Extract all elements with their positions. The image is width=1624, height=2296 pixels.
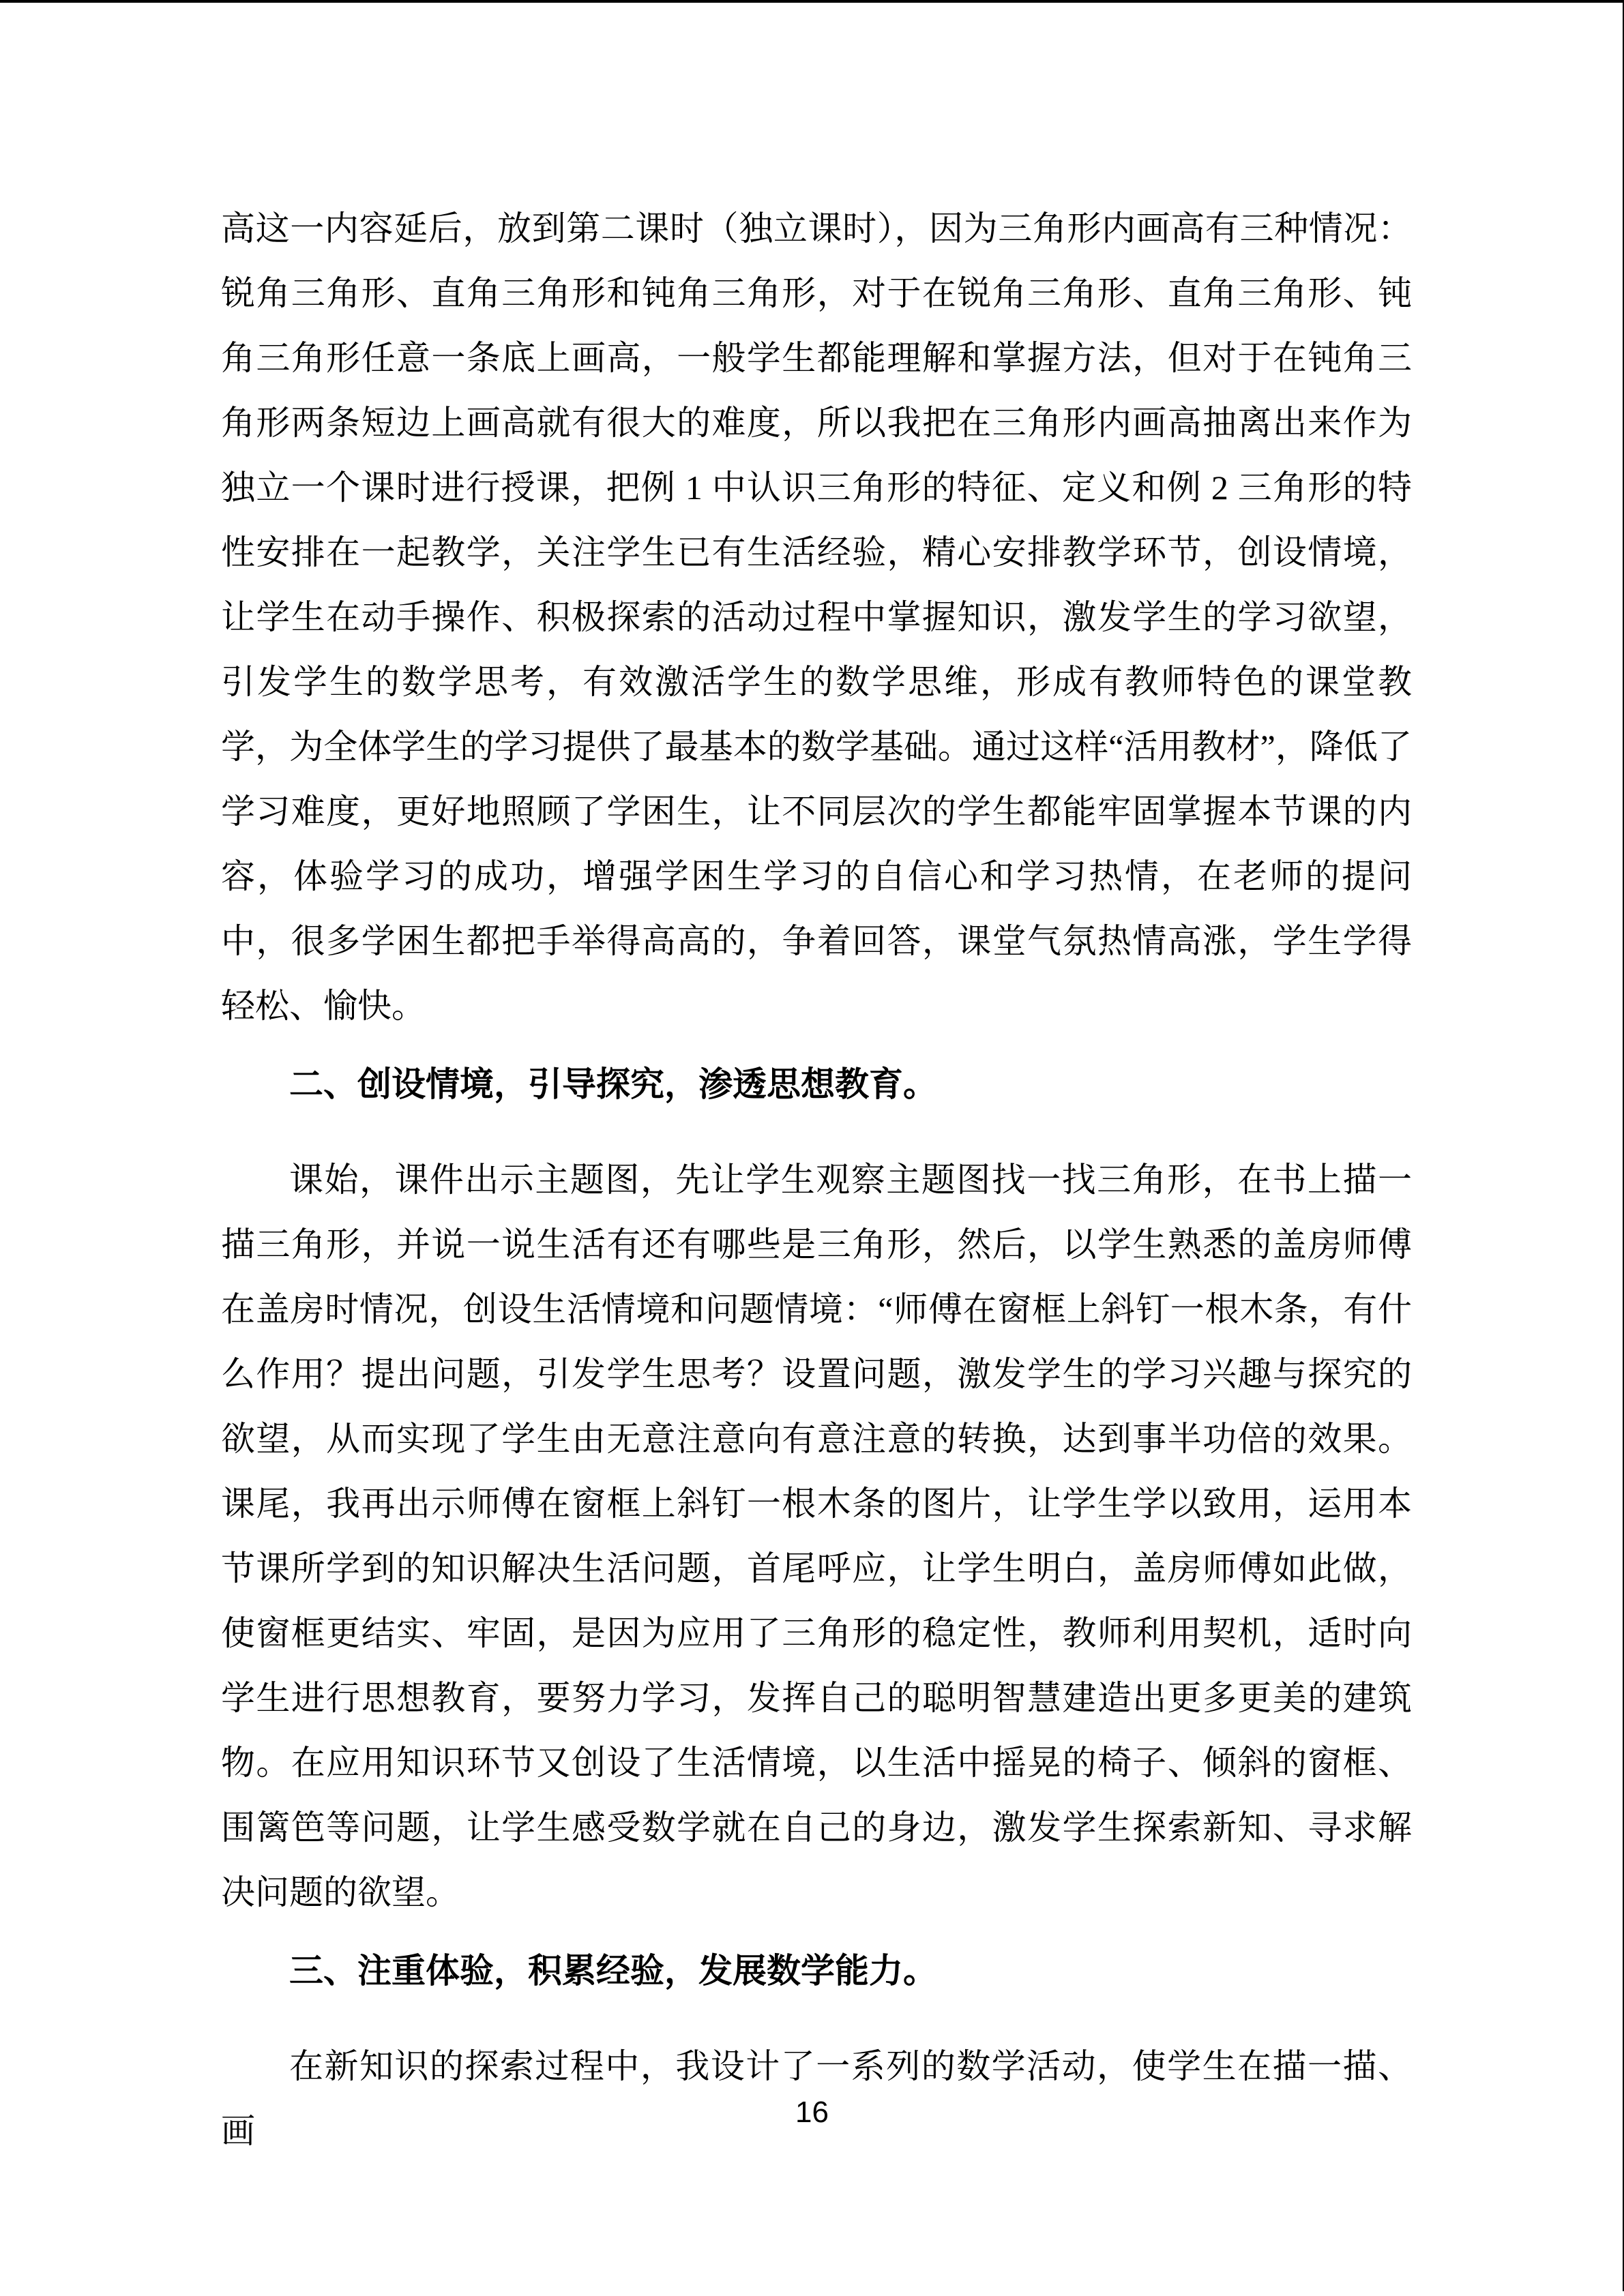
- paragraph-section-3: 在新知识的探索过程中，我设计了一系列的数学活动，使学生在描一描、画: [221, 2047, 1412, 2150]
- scan-artifact-top-edge: [0, 0, 1624, 3]
- paragraph-section-2: 课始，课件出示主题图，先让学生观察主题图找一找三角形，在书上描一描三角形，并说一说生活有还有哪些是三角形，然后，以学生熟悉的盖房师傅在盖房时情况，创设生活情境和问题情境：“师傅在窗框上斜钉一根木条，有什么作用？提出问题，引发学生思考？设置问题，激发学生的学习兴趣与探究的欲望，从而实现了学生由无意注意向有意注意的转换，达到事半功倍的效果。课尾，我再出示师傅在窗框上斜钉一根木条的图片，让学生学以致用，运用本节课所学到的知识解决生活问题，首尾呼应，让学生明白，盖房师傅如此做，使窗框更结实、牢固，是因为应用了三角形的稳定性，教师利用契机，适时向学生进行思想教育，要努力学习，发挥自己的聪明智慧建造出更多更美的建筑物。在应用知识环节又创设了生活情境，以生活中摇晃的椅子、倾斜的窗框、围篱笆等问题，让学生感受数学就在自己的身边，激发学生探索新知、寻求解决问题的欲望。: [221, 1161, 1412, 1911]
- page-content: [221, 196, 1412, 2164]
- section-heading-3: 三、注重体验，积累经验，发展数学能力。: [289, 1952, 937, 1990]
- paragraph-continuation: 高这一内容延后，放到第二课时（独立课时），因为三角形内画高有三种情况：锐角三角形、直角三角形和钝角三角形，对于在锐角三角形、直角三角形、钝角三角形任意一条底上画高，一般学生都能理解和掌握方法，但对于在钝角三角形两条短边上画高就有很大的难度，所以我把在三角形内画高抽离出来作为独立一个课时进行授课，把例 1 中认识三角形的特征、定义和例 2 三角形的特性安排在一起教学，关注学生已有生活经验，精心安排教学环节，创设情境，让学生在动手操作、积极探索的活动过程中掌握知识，激发学生的学习欲望，引发学生的数学思考，有效激活学生的数学思维，形成有教师特色的课堂教学，为全体学生的学习提供了最基本的数学基础。通过这样“活用教材”，降低了学习难度，更好地照顾了学困生，让不同层次的学生都能牢固掌握本节课的内容，体验学习的成功，增强学困生学习的自信心和学习热情，在老师的提问中，很多学困生都把手举得高高的，争着回答，课堂气氛热情高涨，学生学得轻松、愉快。: [221, 209, 1412, 1025]
- section-heading-2: 二、创设情境，引导探究，渗透思想教育。: [289, 1065, 937, 1103]
- page-number: 16: [795, 2096, 829, 2129]
